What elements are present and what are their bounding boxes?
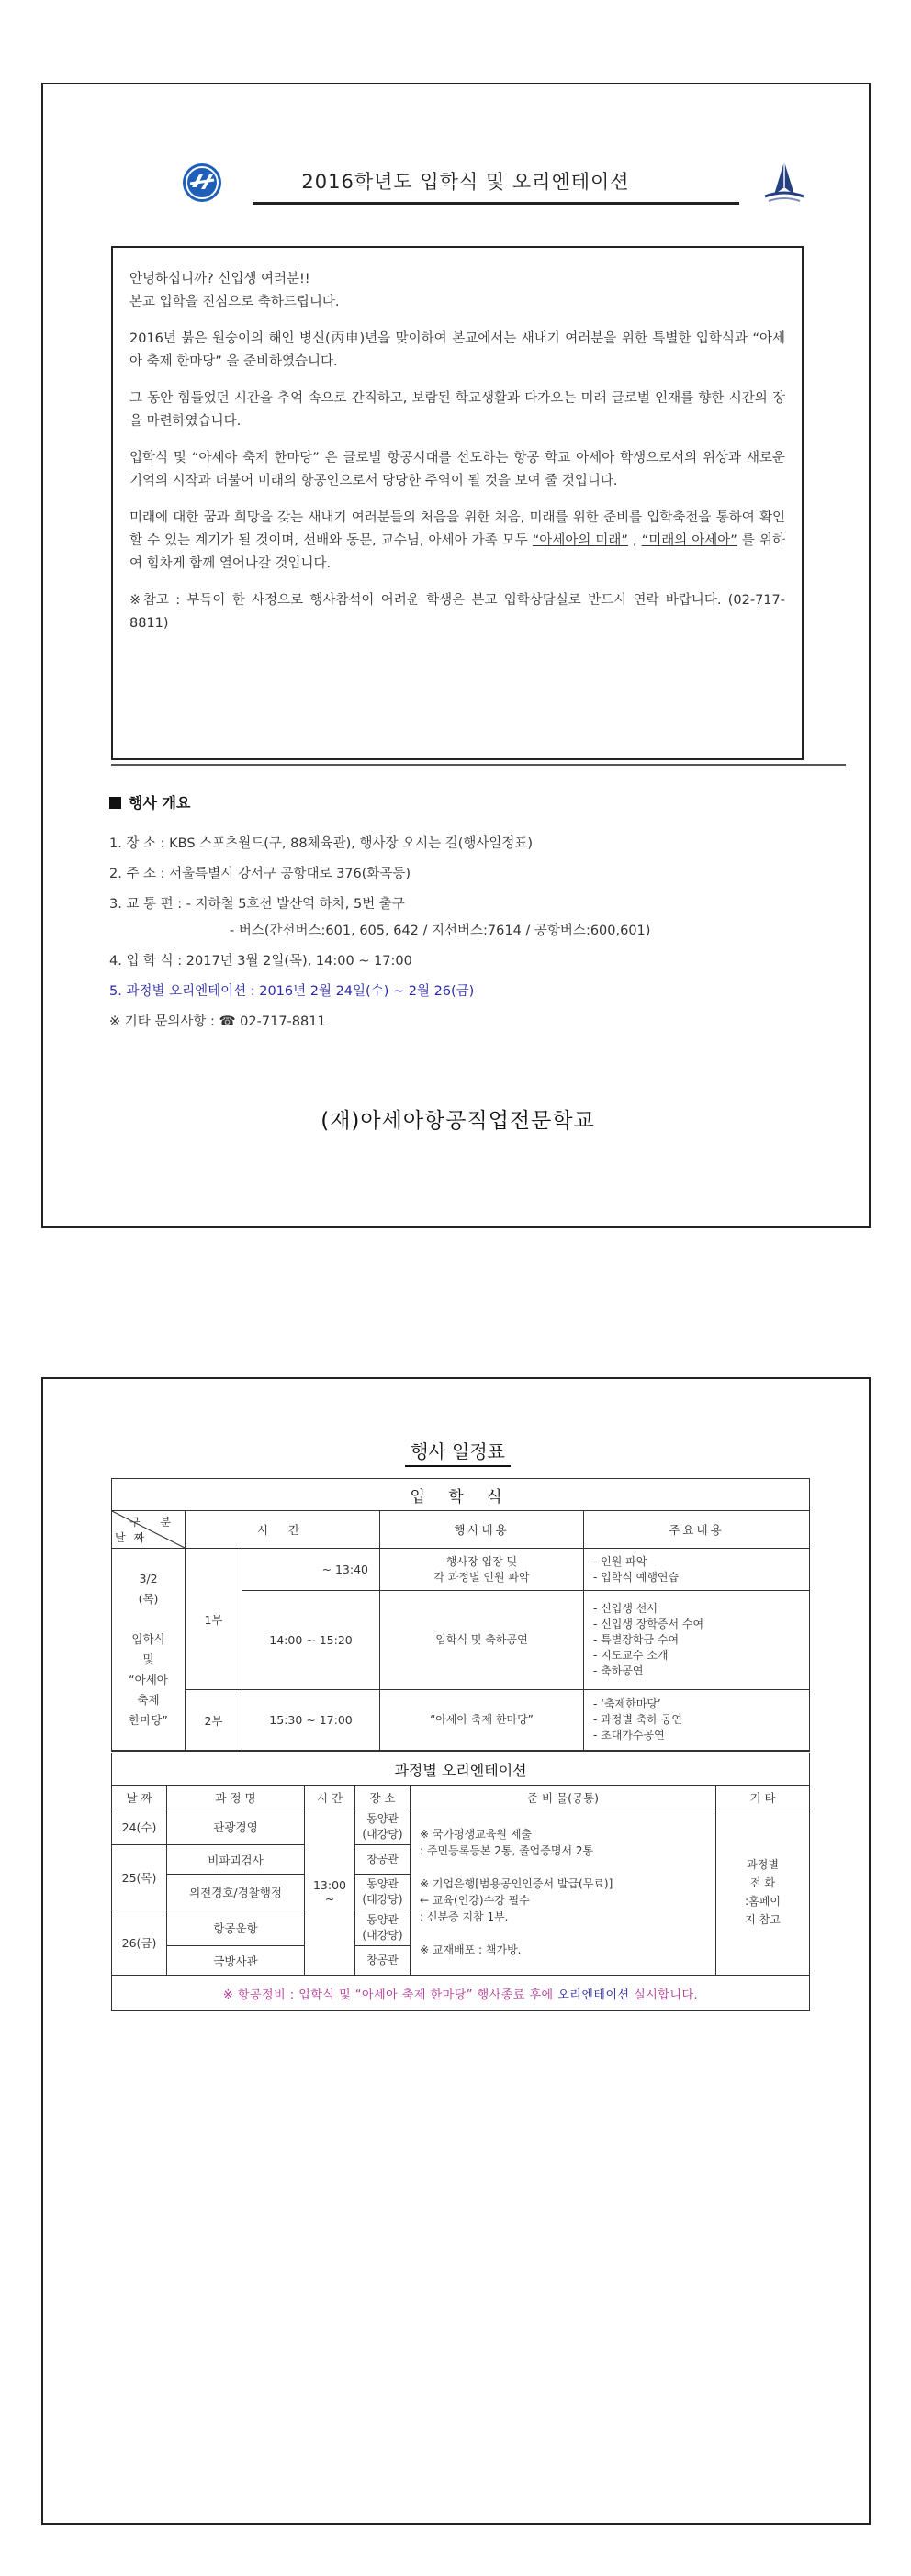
greeting-line: 안녕하십니까? 신입생 여러분!!	[129, 272, 310, 286]
header-etc: 기 타	[716, 1786, 810, 1809]
supplies-line: : 신분증 지참 1부.	[420, 1910, 509, 1923]
orientation-section-title: 과정별 오리엔테이션	[112, 1753, 810, 1786]
square-bullet-icon	[109, 797, 121, 809]
place-cell: 창공관	[355, 1946, 411, 1976]
document-header	[144, 160, 769, 218]
overview-transport: 3. 교 통 편 : - 지하철 5호선 발산역 하차, 5번 출구	[109, 897, 405, 912]
detail-line: - 초대가수공연	[593, 1729, 665, 1742]
overview-contact: ※ 기타 문의사항 : ☎ 02-717-8811	[109, 1014, 326, 1029]
date-line: 및	[142, 1652, 154, 1666]
date-cell: 25(목)	[112, 1845, 167, 1910]
date-line: 축제	[137, 1692, 160, 1707]
overview-heading	[109, 791, 844, 812]
event-line: 행사장 입장 및	[445, 1554, 518, 1568]
detail-line: - 특별장학금 수여	[593, 1633, 680, 1646]
divider	[111, 764, 846, 766]
header-time: 시 간	[186, 1511, 380, 1549]
aviation-emblem-icon	[761, 160, 807, 204]
date-line: (목)	[138, 1591, 159, 1606]
title-underline	[253, 202, 739, 205]
school-name: (재)아세아항공직업전문학교	[321, 1109, 595, 1133]
etc-line: :홈페이	[745, 1895, 781, 1908]
footnote-highlight: 오리엔테이션	[557, 1988, 630, 2002]
footnote-text: ※ 항공정비 : 입학식 및 “아세아 축제 한마당” 행사종료 후에	[222, 1988, 558, 2002]
event-line: 각 과정별 인원 파악	[433, 1570, 530, 1584]
supplies-line: ※ 기업은행[범용공인인증서 발급(무료)]	[420, 1877, 613, 1890]
greeting-line: 본교 입학을 진심으로 축하드립니다.	[129, 295, 340, 309]
greeting-box	[111, 246, 804, 760]
detail-line: - ‘축제한마당’	[593, 1697, 661, 1710]
overview-address: 2. 주 소 : 서울특별시 강서구 공항대로 376(화곡동)	[109, 867, 411, 881]
supplies-line: : 주민등록등본 2통, 졸업증명서 2통	[420, 1844, 594, 1857]
footnote	[112, 1976, 810, 2011]
ceremony-date-cell	[112, 1549, 186, 1751]
etc-line: 과정별	[747, 1858, 779, 1871]
place-line: 동양관	[366, 1913, 399, 1926]
place-line: 동양관	[366, 1812, 399, 1825]
schedule-table-wrap	[111, 1478, 809, 2011]
detail-line: - 인원 파악	[593, 1554, 647, 1568]
place-line: (대강당)	[362, 1893, 403, 1906]
header-event: 행사내용	[380, 1511, 584, 1549]
date-line: 입학식	[131, 1631, 165, 1646]
slogan-future-asia: “아세아의 미래”	[532, 533, 628, 548]
schedule-page	[41, 1377, 871, 2525]
date-line: “아세아	[129, 1672, 168, 1686]
ceremony-section-title: 입 학 식	[112, 1479, 810, 1511]
etc-line: 전 화	[750, 1876, 776, 1889]
document-title: 2016학년도 입학식 및 오리엔테이션	[301, 171, 630, 193]
notice-page	[41, 83, 871, 1228]
greeting-note: ※참고 : 부득이 한 사정으로 행사참석이 어려운 학생은 본교 입학상담실로 반드시 연락 바랍니다. (02-717-8811)	[129, 593, 785, 631]
ceremony-table	[111, 1478, 810, 1751]
overview-place: 1. 장 소 : KBS 스포츠월드(구, 88체육관), 행사장 오시는 길(행사일정표)	[109, 836, 534, 851]
course-cell: 비파괴검사	[167, 1845, 305, 1875]
details-cell	[584, 1549, 810, 1591]
greeting-paragraph	[129, 268, 785, 314]
course-cell: 관광경영	[167, 1809, 305, 1845]
orientation-time-cell: 13:00 ~	[305, 1809, 355, 1976]
event-cell: “아세아 축제 한마당”	[380, 1690, 584, 1751]
supplies-cell	[411, 1809, 716, 1976]
detail-line: - 과정별 축하 공연	[593, 1713, 682, 1726]
header-course: 과 정 명	[167, 1786, 305, 1809]
date-cell: 24(수)	[112, 1809, 167, 1845]
course-cell: 항공운항	[167, 1910, 305, 1946]
etc-line: 지 참고	[745, 1913, 781, 1926]
detail-line: - 신입생 선서	[593, 1602, 658, 1615]
details-cell	[584, 1690, 810, 1751]
overview-transport-bus: - 버스(간선버스:601, 605, 642 / 지선버스:7614 / 공항버스:600,601)	[230, 924, 651, 938]
date-line: 한마당”	[129, 1712, 168, 1727]
footnote-text: 실시합니다.	[629, 1988, 699, 2002]
course-cell: 국방사관	[167, 1946, 305, 1976]
greeting-paragraph: 입학식 및 “아세아 축제 한마당” 은 글로벌 항공시대를 선도하는 항공 학교 아세아 학생으로서의 위상과 새로운 기억의 시작과 더불어 미래의 항공인으로서 당당한 주역이 될 것을 보여 줄 것입니다.	[129, 451, 785, 488]
place-line: (대강당)	[362, 1828, 403, 1841]
place-cell	[355, 1875, 411, 1910]
part-cell: 2부	[186, 1690, 242, 1751]
supplies-line: ※ 교재배포 : 책가방.	[420, 1943, 522, 1956]
place-line: 동양관	[366, 1877, 399, 1890]
schedule-title-text: 행사 일정표	[405, 1440, 511, 1467]
date-line: 3/2	[139, 1571, 158, 1585]
detail-line: - 축하공연	[593, 1664, 644, 1677]
greeting-text: 를 위하여 힘차게 함께 열어나갈 것입니다.	[129, 533, 785, 571]
orientation-table	[111, 1751, 810, 2011]
supplies-line: ← 교육(인강)수강 필수	[420, 1894, 530, 1907]
schedule-title	[43, 1437, 872, 1463]
place-cell	[355, 1809, 411, 1845]
slogan-separator: ,	[627, 533, 642, 548]
header-time: 시 간	[305, 1786, 355, 1809]
event-overview	[109, 791, 844, 1037]
course-cell: 의전경호/경찰행정	[167, 1875, 305, 1910]
header-date: 날 짜	[112, 1786, 167, 1809]
corner-bottom-label: 날짜	[115, 1531, 153, 1544]
greeting-text: 미래에 대한 꿈과 희망을 갖는 새내기 여러분들의 처음을 위한 처음, 미래를 위한 준비를 입학축전을 통하여 확인할 수 있는 계기가 될 것이며, 선배와 동문, 교수님, 아세아 가족 모두	[129, 510, 785, 548]
greeting-paragraph	[129, 507, 785, 576]
header-details: 주요내용	[584, 1511, 810, 1549]
place-line: (대강당)	[362, 1929, 403, 1942]
event-cell	[380, 1549, 584, 1591]
detail-line: - 입학식 예행연습	[593, 1570, 680, 1584]
detail-line: - 신입생 장학증서 수여	[593, 1618, 704, 1630]
header-supplies: 준 비 물(공통)	[411, 1786, 716, 1809]
header-place: 장 소	[355, 1786, 411, 1809]
greeting-paragraph: 그 동안 힘들었던 시간을 추억 속으로 간직하고, 보람된 학교생활과 다가오는 미래 글로벌 인재를 향한 시간의 장을 마련하였습니다.	[129, 391, 785, 429]
corner-header-cell	[112, 1511, 186, 1549]
overview-orientation-date: 5. 과정별 오리엔테이션 : 2016년 2월 24일(수) ~ 2월 26(금)	[109, 984, 475, 999]
greeting-paragraph: 2016년 붉은 원숭이의 해인 병신(丙申)년을 맞이하여 본교에서는 새내기 여러분을 위한 특별한 입학식과 “아세아 축제 한마당” 을 준비하였습니다.	[129, 331, 785, 369]
event-cell: 입학식 및 축하공연	[380, 1591, 584, 1690]
corner-top-label: 구 분	[129, 1516, 179, 1529]
time-cell: ~ 13:40	[242, 1549, 380, 1591]
slogan-asia-future: “미래의 아세아”	[641, 533, 737, 548]
overview-ceremony-date: 4. 입 학 식 : 2017년 3월 2일(목), 14:00 ~ 17:00	[109, 954, 412, 969]
detail-line: - 지도교수 소개	[593, 1649, 669, 1662]
place-cell: 창공관	[355, 1845, 411, 1875]
overview-heading-text: 행사 개요	[129, 794, 191, 812]
etc-cell	[716, 1809, 810, 1976]
supplies-line: ※ 국가평생교육원 제출	[420, 1828, 533, 1841]
place-cell	[355, 1910, 411, 1946]
date-cell: 26(금)	[112, 1910, 167, 1976]
time-cell: 14:00 ~ 15:20	[242, 1591, 380, 1690]
school-logo-icon	[181, 162, 223, 204]
part-cell: 1부	[186, 1549, 242, 1690]
time-cell: 15:30 ~ 17:00	[242, 1690, 380, 1751]
details-cell	[584, 1591, 810, 1690]
